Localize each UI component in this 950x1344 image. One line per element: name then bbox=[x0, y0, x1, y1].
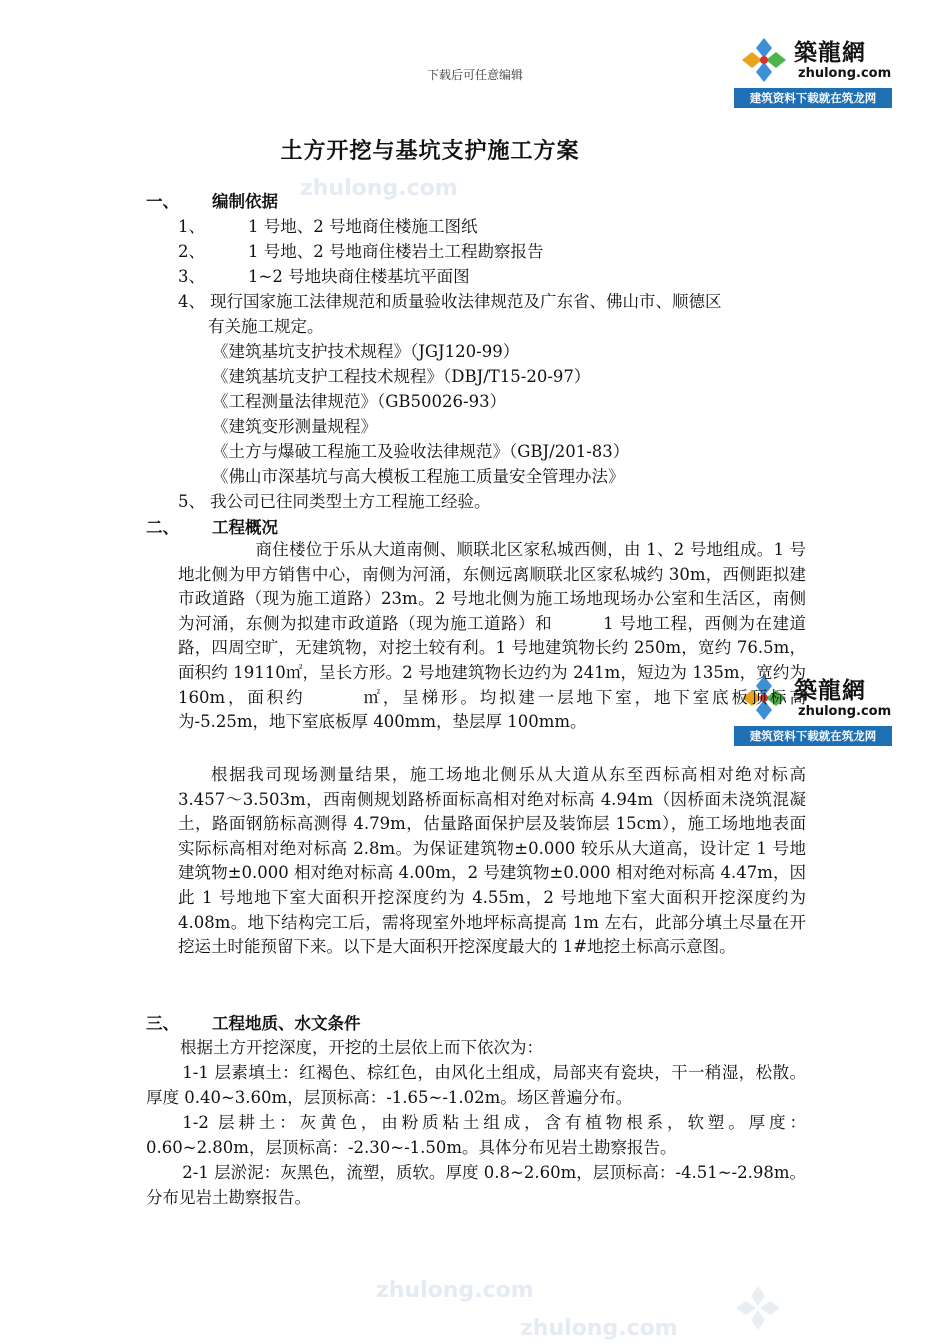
standard-reference: 《工程测量法律规范》（GB50026-93） bbox=[212, 392, 507, 411]
watermark-text: zhulong.com bbox=[300, 176, 458, 201]
section-number: 一、 bbox=[146, 192, 179, 211]
section-number: 三、 bbox=[146, 1014, 179, 1033]
list-item-text: 1~2 号地块商住楼基坑平面图 bbox=[248, 267, 470, 286]
list-item-number: 5、 bbox=[178, 492, 205, 511]
section-heading: 编制依据 bbox=[212, 192, 278, 211]
soil-layer-item: 1-2 层耕土：灰黄色，由粉质粘土组成，含有植物根系，软塑。厚度：0.60~2.80m，层顶标高：-2.30~-1.50m。具体分布见岩土勘察报告。 bbox=[146, 1113, 806, 1158]
section-heading: 工程概况 bbox=[212, 518, 278, 537]
paragraph-overview: 商住楼位于乐从大道南侧、顺联北区家私城西侧，由 1、2 号地组成。1 号地北侧为甲方销售中心，南侧为河涌，东侧远离顺联北区家私城约 30m，西侧距拟建市政道路（现为施工道路）23m。2 号地北侧为施工场地现场办公室和生活区，南侧为河涌，东侧为拟建市政道路（现为施工道路）和 1 号地工程，西侧为在建道路，四周空旷，无建筑物，对挖土较有利。1 号地建筑物长约 250m，宽约 76.5m，面积约 19110㎡，呈长方形。2 号地建筑物长边约为 241m，短边为 135m，宽约为 160m，面积约 ㎡，呈梯形。均拟建一层地下室，地下室底板顶标高为-5.25m，地下室底板厚 400mm，垫层厚 100mm。 bbox=[178, 540, 806, 732]
paragraph-intro: 根据土方开挖深度，开挖的土层依上而下依次为： bbox=[180, 1038, 543, 1057]
logo-domain: zhulong.com bbox=[798, 66, 892, 81]
watermark-text: zhulong.com bbox=[376, 1278, 534, 1303]
standard-reference: 《建筑变形测量规程》 bbox=[212, 417, 377, 436]
list-item-number: 4、 bbox=[178, 292, 205, 311]
list-item-text: 1 号地、2 号地商住楼施工图纸 bbox=[248, 217, 478, 236]
logo-chinese-name: 築龍網 bbox=[794, 678, 866, 704]
list-item-number: 2、 bbox=[178, 242, 205, 261]
standard-reference: 《佛山市深基坑与高大模板工程施工质量安全管理办法》 bbox=[212, 467, 625, 486]
zhulong-logo[interactable] bbox=[734, 30, 892, 108]
watermark-text: zhulong.com bbox=[520, 1316, 678, 1341]
section-heading: 工程地质、水文条件 bbox=[212, 1014, 361, 1033]
list-item-number: 3、 bbox=[178, 267, 205, 286]
logo-banner: 建筑资料下载就在筑龙网 bbox=[734, 726, 892, 746]
snowflake-logo-icon bbox=[738, 36, 790, 84]
standard-reference: 《建筑基坑支护工程技术规程》（DBJ/T15-20-97） bbox=[212, 367, 591, 386]
logo-banner: 建筑资料下载就在筑龙网 bbox=[734, 88, 892, 108]
list-item-continuation: 有关施工规定。 bbox=[208, 317, 324, 336]
logo-chinese-name: 築龍網 bbox=[794, 40, 866, 66]
list-item-text: 现行国家施工法律规范和质量验收法律规范及广东省、佛山市、顺德区 bbox=[210, 292, 722, 311]
standard-reference: 《建筑基坑支护技术规程》（JGJ120-99） bbox=[212, 342, 520, 361]
list-item-text: 1 号地、2 号地商住楼岩土工程勘察报告 bbox=[248, 242, 544, 261]
watermark-snowflake-icon bbox=[734, 1284, 782, 1332]
header-note: 下载后可任意编辑 bbox=[426, 68, 523, 82]
soil-layer-item: 1-1 层素填土：红褐色、棕红色，由风化土组成，局部夹有瓷块，干一稍湿，松散。厚度 0.40~3.60m，层顶标高：-1.65~-1.02m。场区普遍分布。 bbox=[146, 1063, 806, 1108]
document-title: 土方开挖与基坑支护施工方案 bbox=[280, 138, 580, 164]
list-item-number: 1、 bbox=[178, 217, 205, 236]
list-item-text: 我公司已往同类型土方工程施工经验。 bbox=[210, 492, 491, 511]
logo-domain: zhulong.com bbox=[798, 704, 892, 719]
standard-reference: 《土方与爆破工程施工及验收法律规范》（GBJ/201-83） bbox=[212, 442, 630, 461]
soil-layer-item: 2-1 层淤泥：灰黑色，流塑，质软。厚度 0.8~2.60m，层顶标高：-4.51~-2.98m。分布见岩土勘察报告。 bbox=[146, 1163, 806, 1208]
section-number: 二、 bbox=[146, 518, 179, 537]
paragraph-elevation: 根据我司现场测量结果，施工场地北侧乐从大道从东至西标高相对绝对标高 3.457～3.503m，西南侧规划路桥面标高相对绝对标高 4.94m（因桥面未浇筑混凝土，路面钢筋标高测得 4.79m，估量路面保护层及装饰层 15cm），施工场地地表面实际标高相对绝对标高 2.8m。为保证建筑物±0.000 较乐从大道高，设计定 1 号地建筑物±0.000 相对绝对标高 4.00m，2 号建筑物±0.000 相对绝对标高 4.47m，因此 1 号地地下室大面积开挖深度约为 4.55m，2 号地地下室大面积开挖深度约为 4.08m。地下结构完工后，需将现室外地坪标高提高 1m 左右，此部分填土尽量在开挖运土时能预留下来。以下是大面积开挖深度最大的 1#地挖土标高示意图。 bbox=[178, 765, 806, 957]
